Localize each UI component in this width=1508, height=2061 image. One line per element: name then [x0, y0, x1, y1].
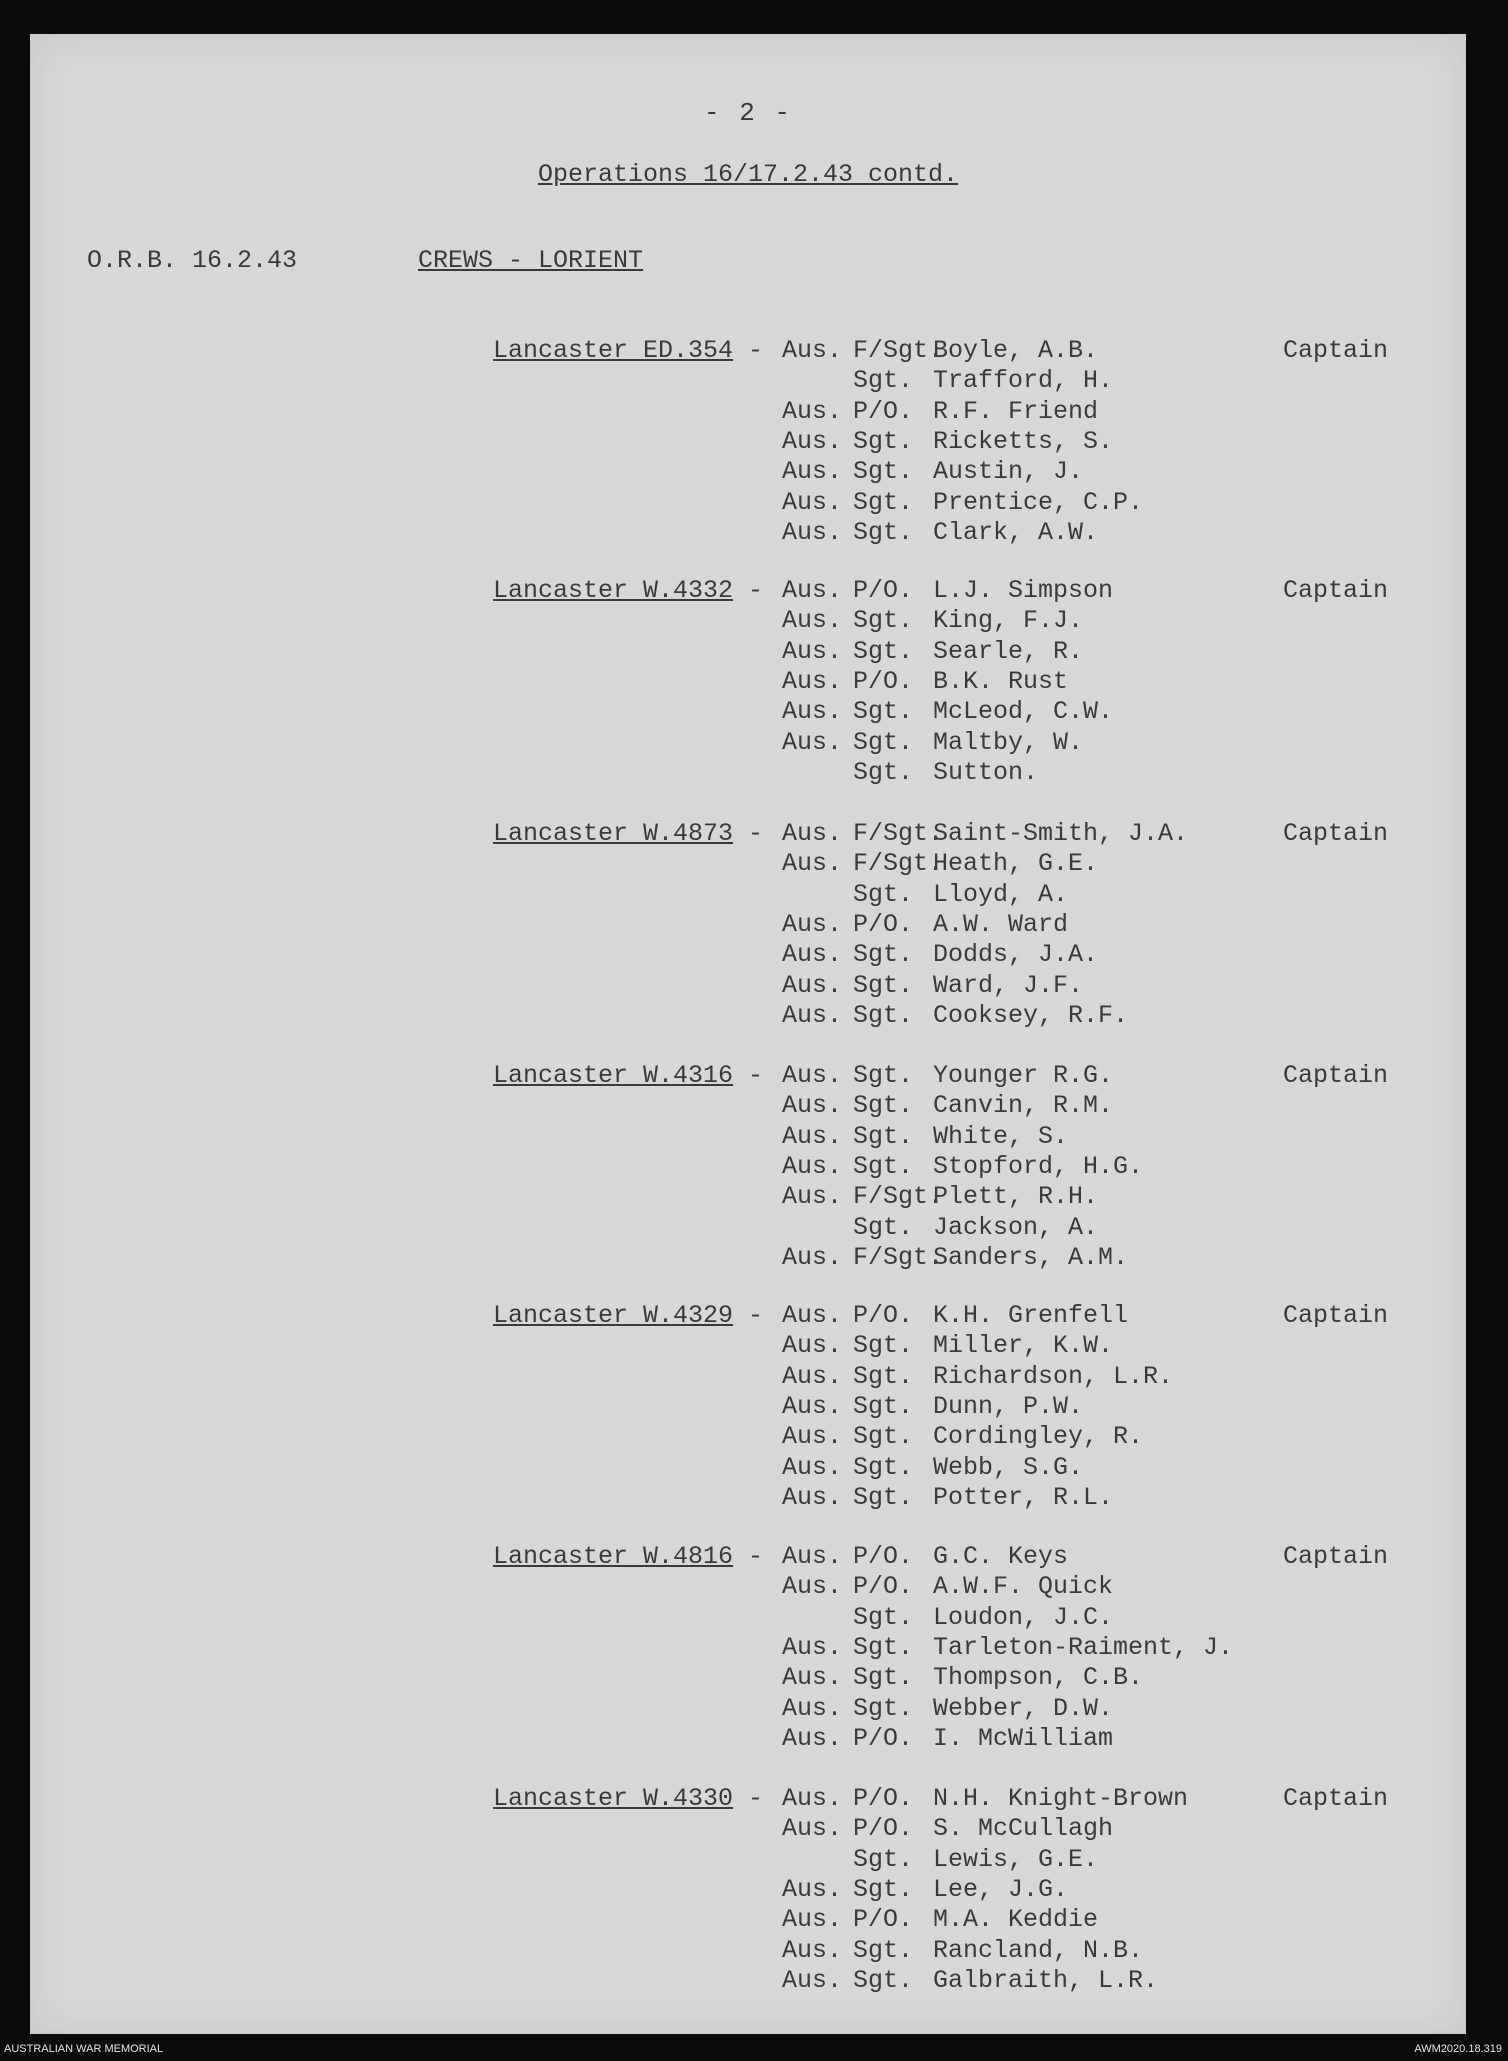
nationality: Aus.	[782, 1001, 843, 1030]
nationality: Aus.	[782, 457, 843, 486]
nationality: Aus.	[782, 971, 843, 1000]
aircraft-label: Lancaster W.4330	[493, 1784, 734, 1813]
aircraft-label: Lancaster W.4816	[493, 1542, 734, 1571]
nationality: Aus.	[782, 1392, 843, 1421]
rank: P/O.	[853, 1905, 914, 1934]
member-name: R.F. Friend	[933, 397, 1099, 426]
nationality: Aus.	[782, 1243, 843, 1272]
rank: Sgt.	[853, 1936, 914, 1965]
member-name: Prentice, C.P.	[933, 488, 1144, 517]
member-name: N.H. Knight-Brown	[933, 1784, 1189, 1813]
rank: Sgt.	[853, 1213, 914, 1242]
member-name: K.H. Grenfell	[933, 1301, 1129, 1330]
member-name: Sanders, A.M.	[933, 1243, 1129, 1272]
nationality: Aus.	[782, 427, 843, 456]
rank: Sgt.	[853, 457, 914, 486]
member-name: Plett, R.H.	[933, 1182, 1099, 1211]
member-name: B.K. Rust	[933, 667, 1069, 696]
member-name: Clark, A.W.	[933, 518, 1099, 547]
nationality: Aus.	[782, 1091, 843, 1120]
member-name: McLeod, C.W.	[933, 697, 1114, 726]
rank: Sgt.	[853, 1331, 914, 1360]
nationality: Aus.	[782, 1422, 843, 1451]
rank: Sgt.	[853, 1875, 914, 1904]
member-name: Saint-Smith, J.A.	[933, 819, 1189, 848]
member-name: Richardson, L.R.	[933, 1362, 1174, 1391]
member-name: Dunn, P.W.	[933, 1392, 1084, 1421]
rank: Sgt.	[853, 1122, 914, 1151]
rank: F/Sgt.	[853, 1243, 944, 1272]
rank: Sgt.	[853, 758, 914, 787]
member-name: Galbraith, L.R.	[933, 1966, 1159, 1995]
member-name: Heath, G.E.	[933, 849, 1099, 878]
rank: Sgt.	[853, 427, 914, 456]
rank: P/O.	[853, 1572, 914, 1601]
nationality: Aus.	[782, 1542, 843, 1571]
member-name: I. McWilliam	[933, 1724, 1114, 1753]
rank: F/Sgt.	[853, 1182, 944, 1211]
nationality: Aus.	[782, 1966, 843, 1995]
member-name: Thompson, C.B.	[933, 1663, 1144, 1692]
nationality: Aus.	[782, 1724, 843, 1753]
member-name: Cooksey, R.F.	[933, 1001, 1129, 1030]
rank: Sgt.	[853, 940, 914, 969]
rank: Sgt.	[853, 697, 914, 726]
aircraft-dash: -	[748, 1061, 764, 1090]
nationality: Aus.	[782, 1061, 843, 1090]
nationality: Aus.	[782, 1483, 843, 1512]
nationality: Aus.	[782, 1572, 843, 1601]
page-number: - 2 -	[703, 98, 792, 128]
rank: Sgt.	[853, 728, 914, 757]
member-name: White, S.	[933, 1122, 1069, 1151]
section-title: CREWS - LORIENT	[418, 246, 644, 275]
footer-institution: AUSTRALIAN WAR MEMORIAL	[4, 2043, 164, 2055]
rank: Sgt.	[853, 1392, 914, 1421]
orb-reference: O.R.B. 16.2.43	[87, 246, 298, 275]
aircraft-dash: -	[748, 1542, 764, 1571]
captain-label: Captain	[1283, 576, 1389, 605]
aircraft-dash: -	[748, 1784, 764, 1813]
nationality: Aus.	[782, 1182, 843, 1211]
rank: Sgt.	[853, 1694, 914, 1723]
nationality: Aus.	[782, 667, 843, 696]
aircraft-label: Lancaster W.4329	[493, 1301, 734, 1330]
member-name: Sutton.	[933, 758, 1039, 787]
captain-label: Captain	[1283, 336, 1389, 365]
member-name: S. McCullagh	[933, 1814, 1114, 1843]
member-name: Webb, S.G.	[933, 1453, 1084, 1482]
rank: Sgt.	[853, 1603, 914, 1632]
member-name: Dodds, J.A.	[933, 940, 1099, 969]
nationality: Aus.	[782, 637, 843, 666]
rank: Sgt.	[853, 1845, 914, 1874]
rank: P/O.	[853, 1301, 914, 1330]
member-name: Canvin, R.M.	[933, 1091, 1114, 1120]
rank: Sgt.	[853, 971, 914, 1000]
member-name: Lloyd, A.	[933, 880, 1069, 909]
member-name: Rancland, N.B.	[933, 1936, 1144, 1965]
member-name: Potter, R.L.	[933, 1483, 1114, 1512]
nationality: Aus.	[782, 606, 843, 635]
rank: Sgt.	[853, 1091, 914, 1120]
rank: Sgt.	[853, 366, 914, 395]
captain-label: Captain	[1283, 819, 1389, 848]
nationality: Aus.	[782, 1814, 843, 1843]
nationality: Aus.	[782, 1875, 843, 1904]
member-name: Searle, R.	[933, 637, 1084, 666]
nationality: Aus.	[782, 728, 843, 757]
aircraft-label: Lancaster W.4316	[493, 1061, 734, 1090]
rank: Sgt.	[853, 1422, 914, 1451]
captain-label: Captain	[1283, 1784, 1389, 1813]
aircraft-label: Lancaster W.4873	[493, 819, 734, 848]
nationality: Aus.	[782, 1152, 843, 1181]
member-name: Ward, J.F.	[933, 971, 1084, 1000]
rank: F/Sgt.	[853, 849, 944, 878]
nationality: Aus.	[782, 910, 843, 939]
rank: Sgt.	[853, 1483, 914, 1512]
aircraft-dash: -	[748, 576, 764, 605]
member-name: G.C. Keys	[933, 1542, 1069, 1571]
member-name: A.W. Ward	[933, 910, 1069, 939]
nationality: Aus.	[782, 1663, 843, 1692]
rank: Sgt.	[853, 1362, 914, 1391]
nationality: Aus.	[782, 576, 843, 605]
rank: P/O.	[853, 1724, 914, 1753]
rank: Sgt.	[853, 606, 914, 635]
captain-label: Captain	[1283, 1542, 1389, 1571]
aircraft-label: Lancaster ED.354	[493, 336, 734, 365]
member-name: King, F.J.	[933, 606, 1084, 635]
aircraft-label: Lancaster W.4332	[493, 576, 734, 605]
aircraft-dash: -	[748, 1301, 764, 1330]
nationality: Aus.	[782, 1453, 843, 1482]
member-name: Trafford, H.	[933, 366, 1114, 395]
page-heading-text: Operations 16/17.2.43 contd.	[537, 160, 959, 189]
document-page	[30, 34, 1466, 2034]
nationality: Aus.	[782, 1905, 843, 1934]
rank: P/O.	[853, 1784, 914, 1813]
captain-label: Captain	[1283, 1301, 1389, 1330]
member-name: L.J. Simpson	[933, 576, 1114, 605]
rank: Sgt.	[853, 637, 914, 666]
nationality: Aus.	[782, 1331, 843, 1360]
rank: Sgt.	[853, 518, 914, 547]
aircraft-dash: -	[748, 336, 764, 365]
member-name: Ricketts, S.	[933, 427, 1114, 456]
nationality: Aus.	[782, 1122, 843, 1151]
member-name: Maltby, W.	[933, 728, 1084, 757]
nationality: Aus.	[782, 940, 843, 969]
member-name: Younger R.G.	[933, 1061, 1114, 1090]
member-name: Jackson, A.	[933, 1213, 1099, 1242]
rank: Sgt.	[853, 1966, 914, 1995]
nationality: Aus.	[782, 1694, 843, 1723]
rank: Sgt.	[853, 1152, 914, 1181]
member-name: Stopford, H.G.	[933, 1152, 1144, 1181]
member-name: M.A. Keddie	[933, 1905, 1099, 1934]
captain-label: Captain	[1283, 1061, 1389, 1090]
member-name: Lewis, G.E.	[933, 1845, 1099, 1874]
rank: P/O.	[853, 576, 914, 605]
aircraft-dash: -	[748, 819, 764, 848]
member-name: Austin, J.	[933, 457, 1084, 486]
nationality: Aus.	[782, 397, 843, 426]
rank: Sgt.	[853, 1663, 914, 1692]
rank: P/O.	[853, 1814, 914, 1843]
nationality: Aus.	[782, 1362, 843, 1391]
page-heading	[30, 160, 1466, 189]
rank: Sgt.	[853, 1633, 914, 1662]
nationality: Aus.	[782, 849, 843, 878]
member-name: A.W.F. Quick	[933, 1572, 1114, 1601]
nationality: Aus.	[782, 819, 843, 848]
rank: Sgt.	[853, 1061, 914, 1090]
member-name: Tarleton-Raiment, J.	[933, 1633, 1234, 1662]
nationality: Aus.	[782, 1633, 843, 1662]
nationality: Aus.	[782, 1301, 843, 1330]
member-name: Webber, D.W.	[933, 1694, 1114, 1723]
member-name: Boyle, A.B.	[933, 336, 1099, 365]
rank: Sgt.	[853, 1001, 914, 1030]
rank: Sgt.	[853, 1453, 914, 1482]
rank: Sgt.	[853, 880, 914, 909]
nationality: Aus.	[782, 336, 843, 365]
rank: Sgt.	[853, 488, 914, 517]
footer-reference: AWM2020.18.319	[1414, 2043, 1502, 2055]
rank: F/Sgt.	[853, 336, 944, 365]
rank: P/O.	[853, 910, 914, 939]
rank: F/Sgt.	[853, 819, 944, 848]
member-name: Miller, K.W.	[933, 1331, 1114, 1360]
rank: P/O.	[853, 397, 914, 426]
nationality: Aus.	[782, 1784, 843, 1813]
member-name: Lee, J.G.	[933, 1875, 1069, 1904]
nationality: Aus.	[782, 518, 843, 547]
rank: P/O.	[853, 1542, 914, 1571]
member-name: Cordingley, R.	[933, 1422, 1144, 1451]
nationality: Aus.	[782, 488, 843, 517]
nationality: Aus.	[782, 697, 843, 726]
member-name: Loudon, J.C.	[933, 1603, 1114, 1632]
nationality: Aus.	[782, 1936, 843, 1965]
rank: P/O.	[853, 667, 914, 696]
